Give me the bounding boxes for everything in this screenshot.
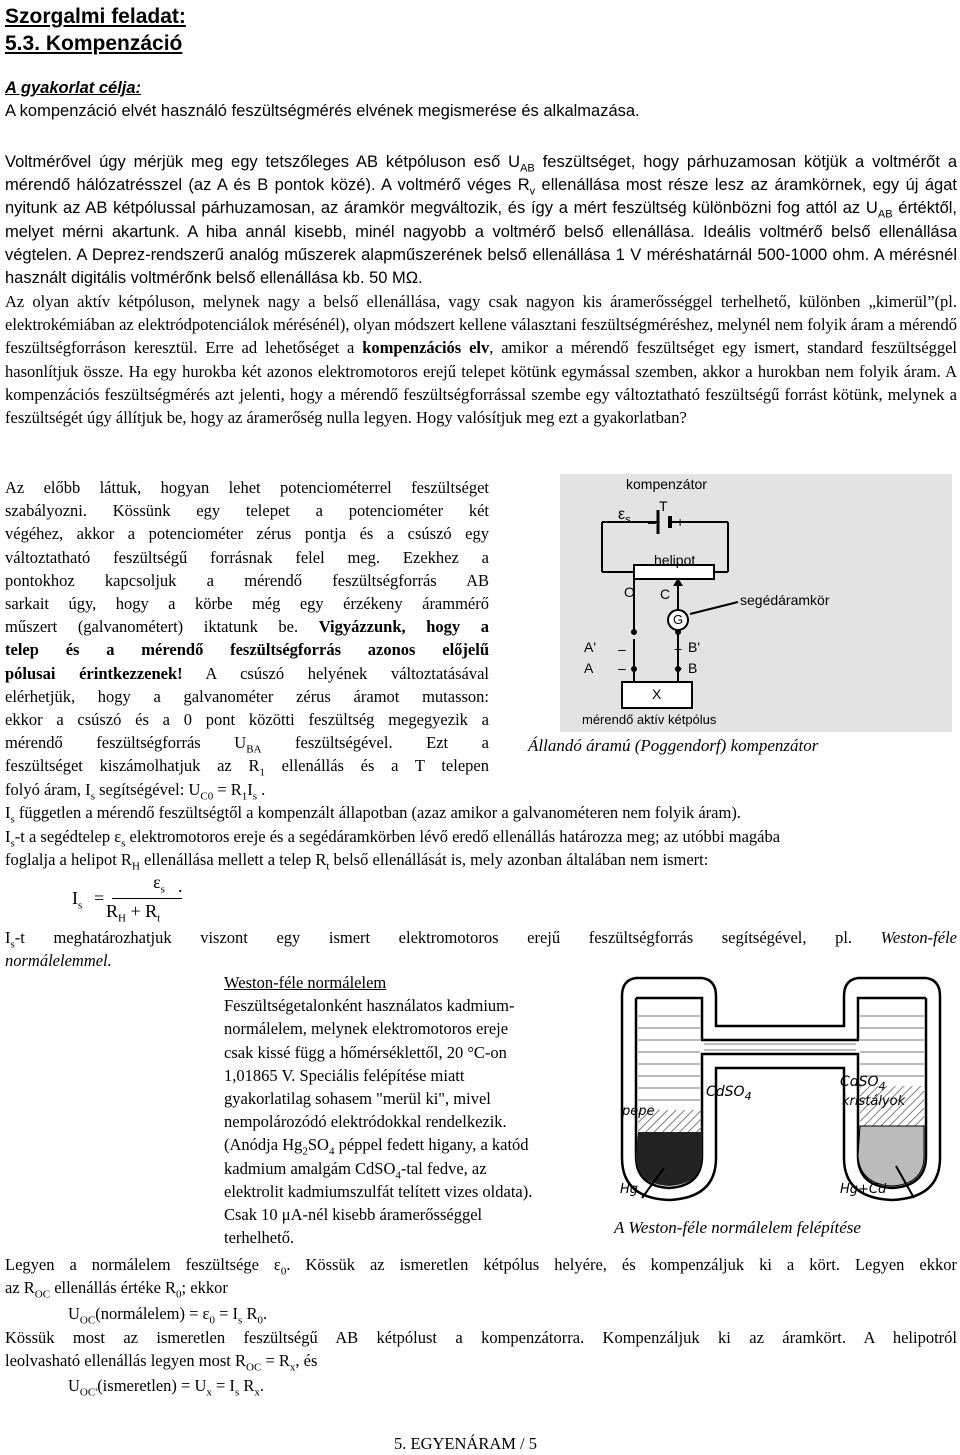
zero-point-label: O xyxy=(624,584,635,600)
crystals-label: kristályok xyxy=(842,1094,906,1109)
paragraph-compensation: Az olyan aktív kétpóluson, melynek nagy a belső ellenállása, vagy csak nagyon kis áramerősséggel terhelhető, különben „kimerül”(pl. elektrokémiában az elektródpotenciálok mérésénél), olyan módszert kellene választani feszültségméréshez, melynél nem folyik áram a mérendő feszültségforráson keresztül. Erre ad lehetőséget a kompenzációs elv, amikor a mérendő feszültséget egy ismert, standard feszültséggel hasonlítjuk össze. Ha egy hurokba két azonos elektromotoros erejű telepet kötünk egymással szemben, akkor a hurokban nem folyik áram. A kompenzációs feszültségmérés azt jelenti, hogy a mérendő feszültségforrással szembe egy változtatható feszültségű forrást kötünk, melynek a feszültségét úgy állítjuk be, hogy az áramerőség nulla legyen. Hogy valósítjuk meg ezt a gyakorlatban? xyxy=(5,292,958,428)
terminal-B-plus: + xyxy=(674,660,683,676)
paragraph-current-independent: $I_s$ független a mérendő feszültségtől a kompenzált állapotban (azaz amikor a galvanométeren nem folyik áram). xyxy=(5,803,741,826)
equation-unknown: $U_{OC'}(ismeretlen) = U_x = I_s$ $R_x$. xyxy=(68,1376,264,1399)
weston-description: Weston-féle normálelem Feszültségetalonként használatos kadmium- normálelem, melynek elektromotoros ereje csak kissé függ a hőmérséklettől, 20 °C-on 1,01865 V. Speciális felépítése miatt gyakorlatilag sohasem "merül ki", mivel nempolározódó elektródokkal rendelkezik. (Anódja $Hg_2SO_4$ péppel fedett higany, a katód kadmium amalgám CdSO$_4$-tal fedve, az elektrolit kadmiumszulfát telített vizes oldata). Csak 10 μA-nél kisebb áramerősséggel terhelhető. xyxy=(224,971,604,1249)
terminal-B: B xyxy=(688,660,698,676)
compensator-label: kompenzátor xyxy=(626,476,707,492)
amalgam-label: Hg+Cd xyxy=(840,1182,887,1197)
paragraph-aux-battery: $I_s-t$ a segédtelep $\varepsilon_s$ elektromotoros ereje és a segédáramkörben lévő eredő ellenállás határozza meg; az utóbbi magába foglalja a helipot $R_H$ ellenállása mellett a telep $R_t$ belső ellenállását is, mely azonban általában nem ismert: xyxy=(5,827,781,873)
cdso4-solution-label: CdSO$_4$ xyxy=(706,1084,752,1103)
paragraph-normal-cell: Legyen a normálelem feszültsége $\varepsilon_0$. Kössük az ismeretlen kétpólus helyére, és kompenzáljuk ki a kört. Legyen ekkor az $R_{OC}$ ellenállás értéke $R_0$; ekkor xyxy=(5,1255,957,1301)
battery-T-label: T xyxy=(659,498,668,514)
fraction-bar xyxy=(112,898,182,899)
paste-label: pepe xyxy=(622,1104,655,1119)
section-label: Szorgalmi feladat: xyxy=(5,5,186,28)
compensator-diagram xyxy=(560,474,952,732)
page-footer: 5. EGYENÁRAM / 5 xyxy=(394,1434,537,1453)
terminal-B-prime: B' xyxy=(688,639,701,655)
paragraph-potentiometer: Az előbb láttuk, hogyan lehet potenciométerrel feszültséget szabályozni. Kössünk egy telepet a potenciométer két végéhez, akkor a potenciométer zérus pontja és a csúszó egy változtatható feszültségű forrásnak felel meg. Ezekhez a pontokhoz kapcsoljuk a mérendő feszültségforrás AB sarkait úgy, hogy a körbe még egy érzékeny árammérő műszert (galvanométert) iktatunk be. Vigyázzunk, hogy a telep és a mérendő feszültségforrás azonos előjelű pólusai érintkezzenek! A csúszó helyének változtatásával elérhetjük, hogy a galvanométer zérus áramot mutasson: ekkor a csúszó és a 0 pont közötti feszültség megegyezik a mérendő feszültségforrás $U_{BA}$ feszültségével. Ezt a feszültséget kiszámolhatjuk az $R_1$ ellenállás és a T telepen folyó áram, $I_s$ segítségével: $U_{C0} = R_1I_s$ . xyxy=(5,478,490,802)
aux-emf-label: $\varepsilon_s$ xyxy=(618,506,631,527)
unknown-X-label: X xyxy=(652,686,662,702)
terminal-B-prime-plus: + xyxy=(674,641,683,657)
equation-normal-cell: $U_{OC}(normálelem) = \varepsilon_0 = I_s$ $R_0$. xyxy=(68,1304,268,1327)
aim-text: A kompenzáció elvét használó feszültségmérés elvének megismerése és alkalmazása. xyxy=(5,102,640,120)
cdso4-crystal-label: CdSO$_4$ xyxy=(840,1074,886,1093)
measured-dipole-label: mérendő aktív kétpólus xyxy=(582,712,717,727)
terminal-A-prime-minus: – xyxy=(618,641,626,657)
slider-C-label: C xyxy=(660,586,671,602)
helipot-label: helipot xyxy=(654,552,696,568)
page-title: 5.3. Kompenzáció xyxy=(5,32,183,55)
weston-cell-diagram xyxy=(614,968,954,1208)
paragraph-voltmeter: Voltmérővel úgy mérjük meg egy tetszőleges AB kétpóluson eső $U_{AB}$ feszültséget, hogy párhuzamosan kötjük a voltmérőt a mérendő hálózatrésszel (az A és B pontok közé). A voltmérő véges $R_v$ ellenállása most része lesz az áramkörnek, egy új ágat nyitunk az AB kétpólussal párhuzamosan, az áramkör megváltozik, és így a mért feszültség különbözni fog attól az $U_{AB}$ értéktől, melyet mérni akartunk. A hiba annál kisebb, minél nagyobb a voltmérő belső ellenállása. Ideális voltmérő belső ellenállása végtelen. A Deprez-rendszerű analóg műszerek alapműszerének belső ellenállása 1 V méréshatárnál 500-1000 ohm. A mérésnél használt digitális voltmérőnk belső ellenállása kb. 50 MΩ. xyxy=(5,153,958,288)
paragraph-unknown-dipole: Kössük most az ismeretlen feszültségű AB kétpólust a kompenzátorra. Kompenzáljuk ki az áramkört. A helipotról leolvasható ellenállás legyen most $R_{OC} = R_x$, és xyxy=(5,1328,957,1374)
galvanometer-label: G xyxy=(673,612,684,627)
paragraph-weston-intro: $I_s-t$ meghatározhatjuk viszont egy ismert elektromotoros erejű feszültségforrás segítségével, pl. Weston-féle normálelemmel. xyxy=(5,928,957,971)
battery-minus: – xyxy=(648,514,656,530)
mercury-label: Hg xyxy=(620,1182,639,1197)
figure-caption-weston: A Weston-féle normálelem felépítése xyxy=(614,1218,861,1237)
weston-cell-drawing xyxy=(614,968,954,1208)
aim-heading: A gyakorlat célja: xyxy=(5,79,142,97)
figure-caption-compensator: Állandó áramú (Poggendorf) kompenzátor xyxy=(528,736,819,755)
current-formula: $I_s$ = $\varepsilon_s$ $R_H + R_t$ . xyxy=(72,872,183,925)
terminal-A: A xyxy=(584,660,594,676)
weston-title: Weston-féle normálelem xyxy=(224,973,387,992)
terminal-A-minus: – xyxy=(618,660,626,676)
aux-circuit-label: segédáramkör xyxy=(740,592,830,608)
battery-plus: + xyxy=(676,514,685,530)
terminal-A-prime: A' xyxy=(584,639,597,655)
